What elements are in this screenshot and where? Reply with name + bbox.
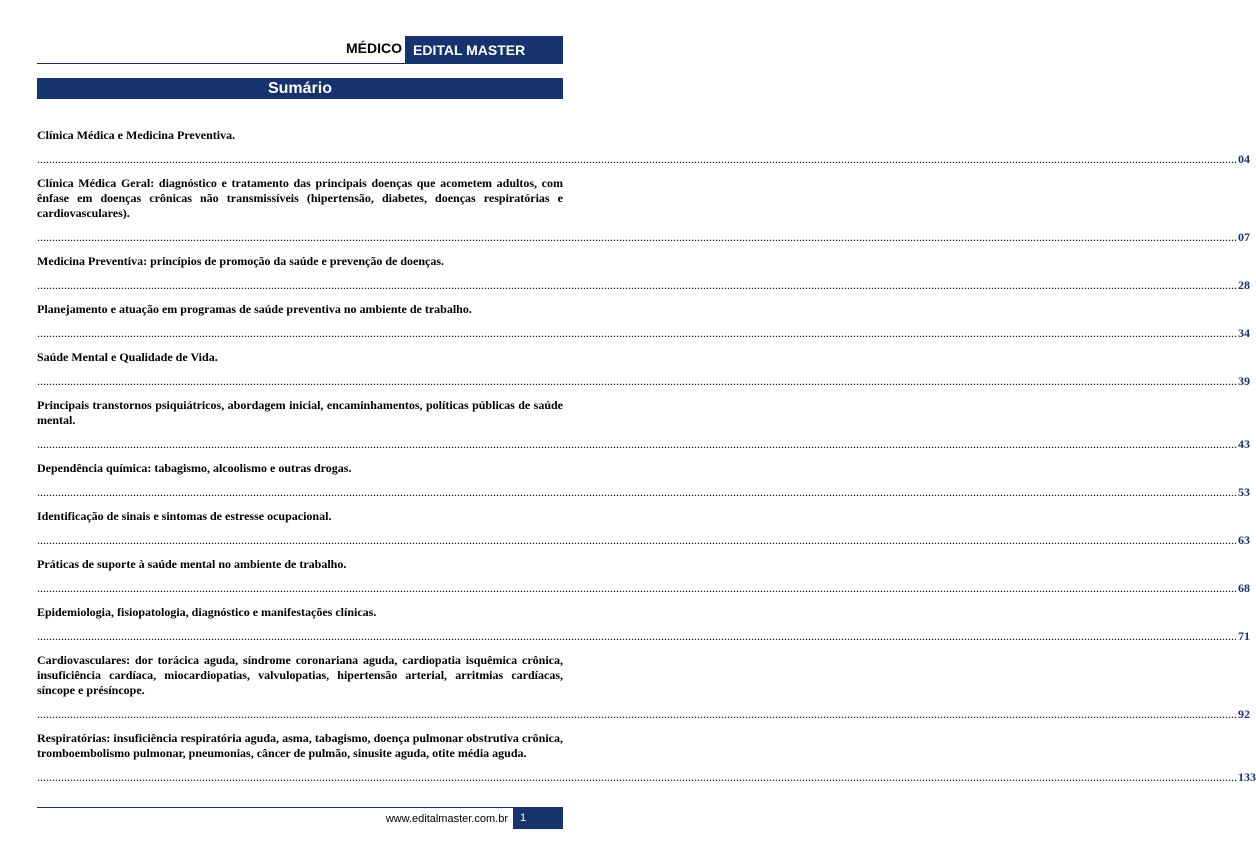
toc-dot-leader: ................................................................................................................................................................................................................................................................................................................................................................................................................ [37, 770, 1237, 784]
toc-leader [37, 581, 1250, 596]
toc-dot-leader: ................................................................................................................................................................................................................................................................................................................................................................................................................ [37, 581, 1237, 595]
toc-entry[interactable] [37, 653, 1250, 722]
toc-entry-page: 07 [1238, 230, 1250, 244]
toc-entry-title: Práticas de suporte à saúde mental no ambiente de trabalho. [37, 557, 347, 571]
toc-entry-title: Epidemiologia, fisiopatologia, diagnóstico e manifestações clínicas. [37, 605, 377, 619]
page-footer [0, 805, 600, 829]
footer-page-number: 1 [513, 808, 563, 829]
toc-entry-page: 63 [1238, 533, 1250, 547]
toc-entry-page: 43 [1238, 437, 1250, 451]
toc-entry[interactable] [37, 557, 1250, 596]
toc-entry[interactable] [37, 731, 1256, 785]
toc-entry-page: 28 [1238, 278, 1250, 292]
toc-dot-leader: ................................................................................................................................................................................................................................................................................................................................................................................................................ [37, 533, 1237, 547]
toc-leader [37, 278, 1250, 293]
toc-entry-page: 39 [1238, 374, 1250, 388]
toc-entry-title: Respiratórias: insuficiência respiratória aguda, asma, tabagismo, doença pulmonar obstrutiva crônica, tromboembolismo pulmonar, pneumonias, câncer de pulmão, sinusite aguda, otite média aguda. [37, 731, 563, 760]
toc-entry[interactable] [37, 605, 1250, 644]
toc-entry[interactable] [37, 176, 1250, 245]
toc-dot-leader: ................................................................................................................................................................................................................................................................................................................................................................................................................ [37, 437, 1237, 451]
toc-entry[interactable] [37, 350, 1250, 389]
toc-entry-title: Cardiovasculares: dor torácica aguda, síndrome coronariana aguda, cardiopatia isquêmica crônica, insuficiência cardíaca, miocardiopatias, valvulopatias, hipertensão arterial, arritmias cardíacas, síncope e présíncope. [37, 653, 563, 697]
toc-dot-leader: ................................................................................................................................................................................................................................................................................................................................................................................................................ [37, 485, 1237, 499]
toc-entry-title: Planejamento e atuação em programas de saúde preventiva no ambiente de trabalho. [37, 302, 472, 316]
toc-dot-leader: ................................................................................................................................................................................................................................................................................................................................................................................................................ [37, 374, 1237, 388]
summary-title: Sumário [37, 78, 563, 99]
toc-leader [37, 152, 1250, 167]
toc-entry[interactable] [37, 509, 1250, 548]
toc-entry[interactable] [37, 461, 1250, 500]
toc-leader [37, 707, 1250, 722]
header-category: MÉDICO [346, 40, 402, 56]
toc-entry[interactable] [37, 398, 1250, 452]
toc-leader [37, 533, 1250, 548]
toc-entry-page: 133 [1238, 770, 1256, 784]
toc-dot-leader: ................................................................................................................................................................................................................................................................................................................................................................................................................ [37, 326, 1237, 340]
toc-entry-page: 34 [1238, 326, 1250, 340]
toc-entry-page: 92 [1238, 707, 1250, 721]
toc-dot-leader: ................................................................................................................................................................................................................................................................................................................................................................................................................ [37, 278, 1237, 292]
page-header [0, 36, 600, 64]
toc-leader [37, 326, 1250, 341]
table-of-contents [37, 128, 1256, 794]
toc-leader [37, 437, 1250, 452]
toc-leader [37, 485, 1250, 500]
toc-leader [37, 230, 1250, 245]
toc-leader [37, 770, 1256, 785]
toc-entry-title: Clínica Médica Geral: diagnóstico e tratamento das principais doenças que acometem adultos, com ênfase em doenças crônicas não transmissíveis (hipertensão, diabetes, doenças respiratórias e cardiovasculares). [37, 176, 563, 220]
toc-entry[interactable] [37, 254, 1250, 293]
toc-leader [37, 374, 1250, 389]
toc-dot-leader: ................................................................................................................................................................................................................................................................................................................................................................................................................ [37, 230, 1237, 244]
toc-entry-page: 71 [1238, 629, 1250, 643]
toc-leader [37, 629, 1250, 644]
toc-entry-page: 68 [1238, 581, 1250, 595]
footer-url[interactable]: www.editalmaster.com.br [385, 813, 508, 825]
header-brand: EDITAL MASTER [405, 36, 563, 64]
toc-entry-title: Identificação de sinais e sintomas de estresse ocupacional. [37, 509, 332, 523]
toc-entry-page: 53 [1238, 485, 1250, 499]
toc-entry[interactable] [37, 302, 1250, 341]
toc-entry-title: Medicina Preventiva: princípios de promoção da saúde e prevenção de doenças. [37, 254, 444, 268]
toc-entry-page: 04 [1238, 152, 1250, 166]
toc-dot-leader: ................................................................................................................................................................................................................................................................................................................................................................................................................ [37, 707, 1237, 721]
toc-entry-title: Principais transtornos psiquiátricos, abordagem inicial, encaminhamentos, políticas públicas de saúde mental. [37, 398, 563, 427]
toc-entry-title: Clínica Médica e Medicina Preventiva. [37, 128, 236, 142]
footer-divider [37, 807, 563, 808]
toc-dot-leader: ................................................................................................................................................................................................................................................................................................................................................................................................................ [37, 629, 1237, 643]
toc-entry-title: Dependência química: tabagismo, alcoolismo e outras drogas. [37, 461, 352, 475]
toc-entry[interactable] [37, 128, 1250, 167]
toc-entry-title: Saúde Mental e Qualidade de Vida. [37, 350, 218, 364]
toc-dot-leader: ................................................................................................................................................................................................................................................................................................................................................................................................................ [37, 152, 1237, 166]
